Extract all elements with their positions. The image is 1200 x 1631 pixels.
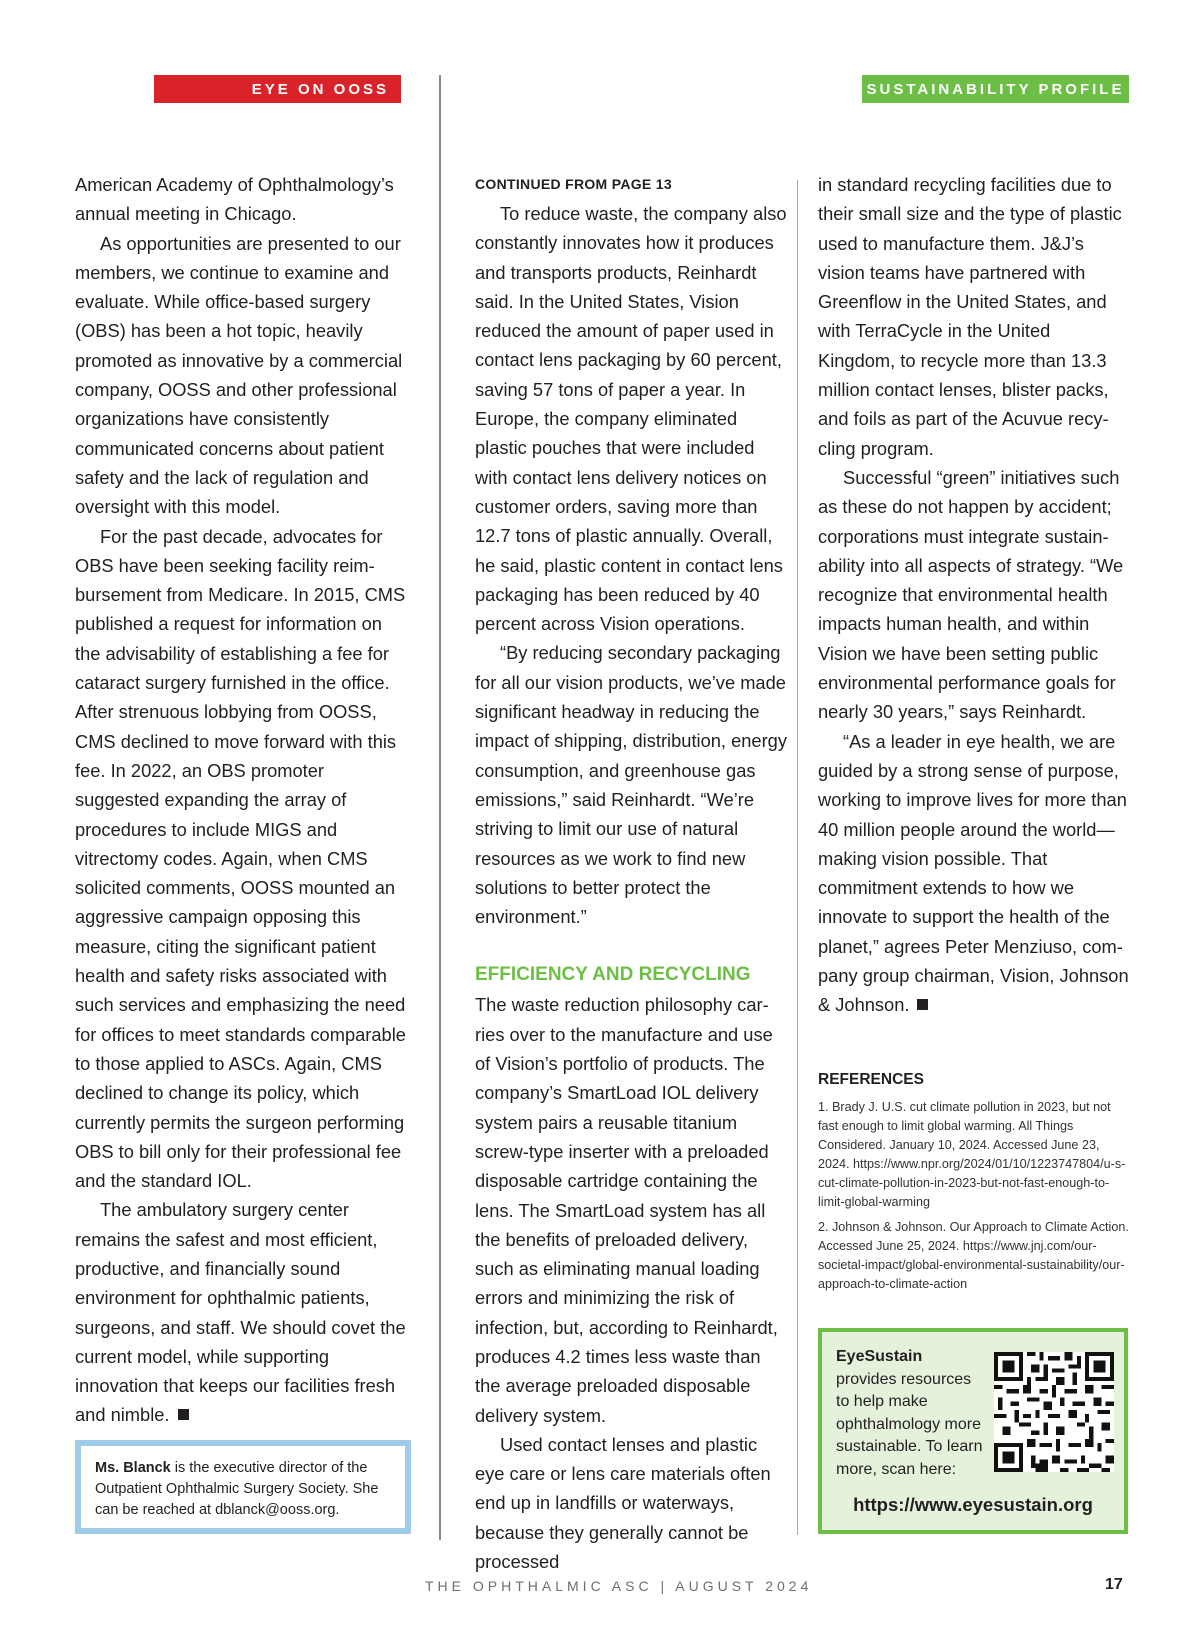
end-mark-icon (178, 1409, 189, 1420)
paragraph: in standard recycling facilities due to their small size and the type of plastic used to manufacture them. J&J’s vision teams have partnered with Greenflow in the United States, and with TerraCycle in the United Kingdom, to recycle more than 13.3 million contact lenses, blister packs, and foils as part of the Acuvue recycling program. (818, 174, 1122, 459)
column-divider-thin (797, 180, 798, 1535)
author-bio-box (75, 1440, 411, 1534)
reference-item: 2. Johnson & Johnson. Our Approach to Climate Action. Accessed June 25, 2024. https://www.jnj.com/our-societal-impact/global-environmental-sustainability/our-approach-to-climate-action (818, 1219, 1129, 1291)
section-tag-sustainability-profile: SUSTAINABILITY PROFILE (862, 75, 1129, 103)
eyesustain-callout-box (818, 1328, 1128, 1534)
eyesustain-link[interactable]: https://www.eyesustain.org (853, 1494, 1093, 1515)
paragraph: “By reducing secondary packaging for all our vision products, we’ve made significant headway in reducing the impact of shipping, distribution, energy consumption, and greenhouse gas emissions,” said Reinhardt. “We’re striving to limit our use of natural resources as we work to find new solutions to better protect the environment.” (475, 642, 787, 928)
paragraph: Used contact lenses and plastic eye care or lens care materials often end up in landfills or waterways, because they generally cannot be processed (475, 1433, 771, 1573)
column-divider (439, 75, 441, 1540)
paragraph: To reduce waste, the company also constantly innovates how it produces and transports products, Reinhardt said. In the United States, Vision reduced the amount of paper used in contact lens packaging by 60 percent, saving 57 tons of paper a year. In Europe, the company eliminated plastic pouches that were included with contact lens delivery notices on customer orders, saving more than 12.7 tons of plastic annually. Overall, he said, plastic content in contact lens packaging has been reduced by 40 percent across Vision operations. (475, 203, 787, 635)
paragraph-final (75, 1195, 410, 1429)
paragraph: For the past decade, advocates for OBS have been seeking facility reimbursement from Medicare. In 2015, CMS published a request for information on the advisability of establishing a fee for cataract surgery furnished in the office. After strenuous lobbying from OOSS, CMS declined to move forward with this fee. In 2022, an OBS promoter suggested expanding the array of procedures to include MIGS and vitrectomy codes. Again, when CMS solicited comments, OOSS mounted an aggressive campaign opposing this measure, citing the significant patient health and safety risks associated with such services and emphasizing the need for offices to meet standards comparable to those applied to ASCs. Again, CMS declined to change its policy, which currently permits the surgeon performing OBS to bill only for their professional fee and the standard IOL. (75, 525, 406, 1192)
paragraph: The waste reduction philosophy carries over to the manufacture and use of Vision’s portfolio of products. The company’s SmartLoad IOL delivery system pairs a reusable titanium screw-type inserter with a preloaded disposable cartridge containing the lens. The SmartLoad system has all the benefits of preloaded delivery, such as eliminating manual loading errors and minimizing the risk of infection, but, according to Reinhardt, produces 4.2 times less waste than the average preloaded disposable delivery system. (475, 994, 778, 1426)
qr-code-icon[interactable] (994, 1352, 1114, 1472)
page-footer (0, 1578, 1200, 1600)
reference-item: 1. Brady J. U.S. cut climate pollution in 2023, but not fast enough to limit global warming. All Things Considered. January 10, 2024. Accessed June 23, 2024. https://www.npr.org/2024/01/10/1223747804/u-s-cut-climate-pollution-in-2023-but-not-fast-enough-to-limit-global-warming (818, 1099, 1126, 1209)
article-column-3 (818, 170, 1130, 1294)
paragraph: American Academy of Ophthalmology’s annual meeting in Chicago. (75, 174, 394, 225)
page-number: 17 (1105, 1576, 1123, 1593)
eyesustain-name: EyeSustain (836, 1348, 923, 1365)
references-heading: REFERENCES (818, 1070, 924, 1088)
author-bio-text: is the executive director of the Outpatient Ophthalmic Surgery Society. She can be reached at dblanck@ooss.org. (95, 1460, 379, 1518)
author-name: Ms. Blanck (95, 1460, 171, 1476)
paragraph-text: “As a leader in eye health, we are guided by a strong sense of purpose, working to improve lives for more than 40 million people around the world—making vision possible. That commitment extends to how we innovate to support the health of the planet,” agrees Peter Menziuso, company group chairman, Vision, Johnson & Johnson. (818, 730, 1129, 1016)
eyesustain-description: provides resources to help make ophthalmology more sustainable. To learn more, scan here: (836, 1370, 983, 1478)
eyesustain-text (836, 1346, 986, 1481)
end-mark-icon (917, 999, 928, 1010)
issue-date: AUGUST 2024 (675, 1578, 813, 1594)
paragraph: As opportunities are presented to our members, we continue to examine and evaluate. While office-based surgery (OBS) has been a hot topic, heavily promoted as innovative by a commercial company, OOSS and other professional organizations have consistently communicated concerns about patient safety and the lack of regulation and oversight with this model. (75, 232, 403, 518)
paragraph: Successful “green” initiatives such as these do not happen by accident; corporations must integrate sustainability into all aspects of strategy. “We recognize that environmental health impacts human health, and within Vision we have been setting public environmental performance goals for nearly 30 years,” says Reinhardt. (818, 466, 1124, 723)
footer-separator: | (660, 1578, 669, 1594)
section-subhead: EFFICIENCY AND RECYCLING (475, 964, 751, 986)
magazine-name: THE OPHTHALMIC ASC (425, 1578, 653, 1594)
footer-publication (425, 1578, 812, 1594)
paragraph-final (818, 727, 1130, 1020)
article-column-2 (475, 170, 787, 1576)
paragraph-text: The ambulatory surgery center remains the safest and most efficient, productive, and financially sound environment for ophthalmic patients, surgeons, and staff. We should covet the current model, while supporting innovation that keeps our facilities fresh and nimble. (75, 1199, 406, 1426)
article-column-1 (75, 170, 410, 1430)
continued-from-label: CONTINUED FROM PAGE 13 (475, 176, 672, 192)
section-tag-eye-on-ooss: EYE ON OOSS (154, 75, 401, 103)
